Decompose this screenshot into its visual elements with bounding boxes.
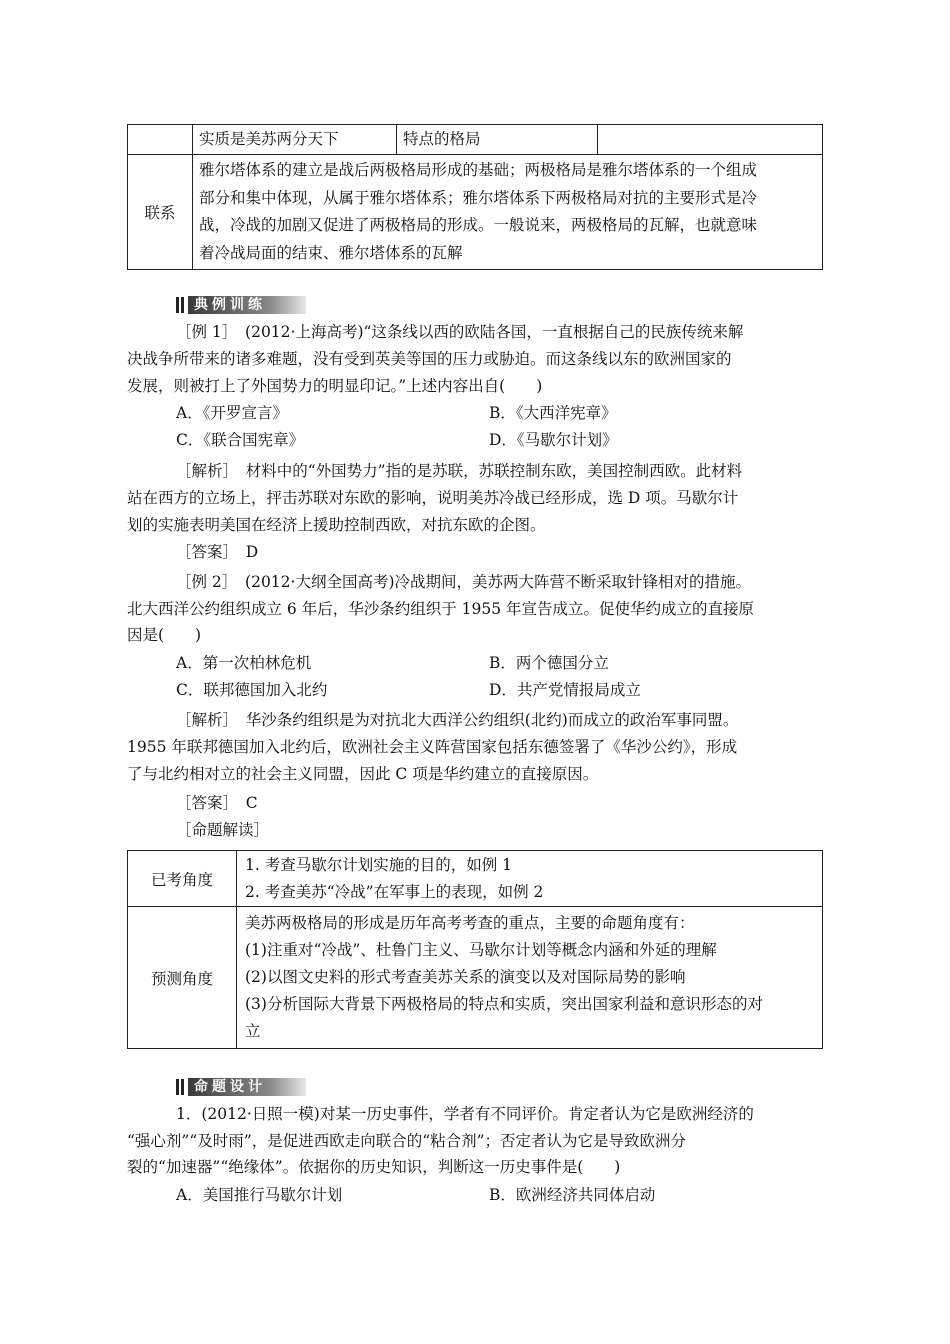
text-line: 立 [245, 1022, 261, 1040]
table-row [128, 851, 823, 907]
section-header-design [176, 1078, 306, 1096]
section-header-examples [176, 296, 306, 314]
option-a: A．第一次柏林危机 [176, 654, 312, 672]
answer: ［答案］ C [176, 794, 258, 812]
text-line: (3)分析国际大背景下两极格局的特点和实质，突出国家利益和意识形态的对 [245, 995, 763, 1013]
example1-line: 决战争所带来的诸多难题，没有受到英美等国的压力或胁迫。而这条线以东的欧洲国家的 [127, 350, 732, 368]
question1-line: 裂的“加速器”“绝缘体”。依据你的历史知识，判断这一历史事件是( ) [127, 1158, 621, 1176]
text-line: 战，冷战的加剧又促进了两极格局的形成。一般说来，两极格局的瓦解，也就意味 [199, 216, 758, 234]
table-cell [598, 125, 823, 155]
analysis-line: 了与北约相对立的社会主义同盟，因此 C 项是华约建立的直接原因。 [127, 765, 599, 783]
option-b: B．欧洲经济共同体启动 [489, 1186, 656, 1204]
interpretation-table [127, 850, 823, 1049]
example2-line: 因是( ) [127, 626, 202, 644]
example2-line: ［例 2］ (2012·大纲全国高考)冷战期间，美苏两大阵营不断采取针锋相对的措施。 [176, 573, 752, 591]
option-a: A．《开罗宣言》 [176, 404, 288, 422]
table-cell [237, 907, 823, 1049]
analysis-line: 1955 年联邦德国加入北约后，欧洲社会主义阵营国家包括东德签署了《华沙公约》，形成 [127, 738, 738, 756]
option-b: B．《大西洋宪章》 [489, 404, 617, 422]
text-line: 1. 考查马歇尔计划实施的目的，如例 1 [245, 855, 513, 874]
example2-line: 北大西洋公约组织成立 6 年后，华沙条约组织于 1955 年宣告成立。促使华约成立的直接原 [127, 600, 755, 618]
option-c: C．联邦德国加入北约 [176, 681, 328, 699]
row-label: 预测角度 [128, 907, 237, 1049]
question1-line: 1．(2012·日照一模)对某一历史事件，学者有不同评价。肯定者认为它是欧洲经济的 [176, 1105, 754, 1123]
text-line: 部分和集中体现，从属于雅尔塔体系；雅尔塔体系下两极格局对抗的主要形式是冷 [199, 188, 758, 207]
option-d: D．共产党情报局成立 [489, 681, 641, 699]
option-c: C．《联合国宪章》 [176, 431, 305, 449]
table-row [128, 125, 823, 155]
comparison-table [127, 124, 823, 270]
text-line: 美苏两极格局的形成是历年高考考查的重点，主要的命题角度有： [245, 914, 695, 932]
analysis-line: 站在西方的立场上，抨击苏联对东欧的影响，说明美苏冷战已经形成，选 D 项。马歇尔计 [127, 489, 739, 507]
row-label: 联系 [128, 155, 193, 270]
table-cell [237, 851, 823, 907]
row-label: 已考角度 [128, 851, 237, 907]
table-cell [128, 125, 193, 155]
example1-line: ［例 1］ (2012·上海高考)“这条线以西的欧陆各国，一直根据自己的民族传统来解 [176, 323, 744, 341]
text-line: (2)以图文史料的形式考查美苏关系的演变以及对国际局势的影响 [245, 968, 686, 986]
table-cell [193, 155, 823, 270]
bars-icon [176, 297, 184, 313]
option-d: D．《马歇尔计划》 [489, 431, 618, 449]
text-line: (1)注重对“冷战”、杜鲁门主义、马歇尔计划等概念内涵和外延的理解 [245, 941, 717, 959]
question1-line: “强心剂”“及时雨”，是促进西欧走向联合的“粘合剂”；否定者认为它是导致欧洲分 [127, 1132, 687, 1150]
interpret-label: ［命题解读］ [176, 821, 270, 839]
table-row [128, 155, 823, 270]
analysis-line: ［解析］ 材料中的“外国势力”指的是苏联，苏联控制东欧，美国控制西欧。此材料 [176, 462, 743, 480]
table-cell: 实质是美苏两分天下 [193, 125, 397, 155]
example1-line: 发展，则被打上了外国势力的明显印记。”上述内容出自( ) [127, 377, 543, 395]
table-row [128, 907, 823, 1049]
text-line: 着冷战局面的结束、雅尔塔体系的瓦解 [199, 243, 463, 262]
analysis-line: 划的实施表明美国在经济上援助控制西欧，对抗东欧的企图。 [127, 516, 546, 534]
table-cell: 特点的格局 [397, 125, 598, 155]
option-a: A．美国推行马歇尔计划 [176, 1186, 343, 1204]
text-line: 雅尔塔体系的建立是战后两极格局形成的基础；两极格局是雅尔塔体系的一个组成 [199, 161, 758, 179]
bars-icon [176, 1079, 184, 1095]
text-line: 2. 考查美苏“冷战”在军事上的表现，如例 2 [245, 882, 544, 901]
section-title: 命题设计 [188, 1078, 306, 1096]
option-b: B．两个德国分立 [489, 654, 609, 672]
answer: ［答案］ D [176, 543, 259, 561]
section-title: 典例训练 [188, 296, 306, 314]
analysis-line: ［解析］ 华沙条约组织是为对抗北大西洋公约组织(北约)而成立的政治军事同盟。 [176, 711, 739, 729]
